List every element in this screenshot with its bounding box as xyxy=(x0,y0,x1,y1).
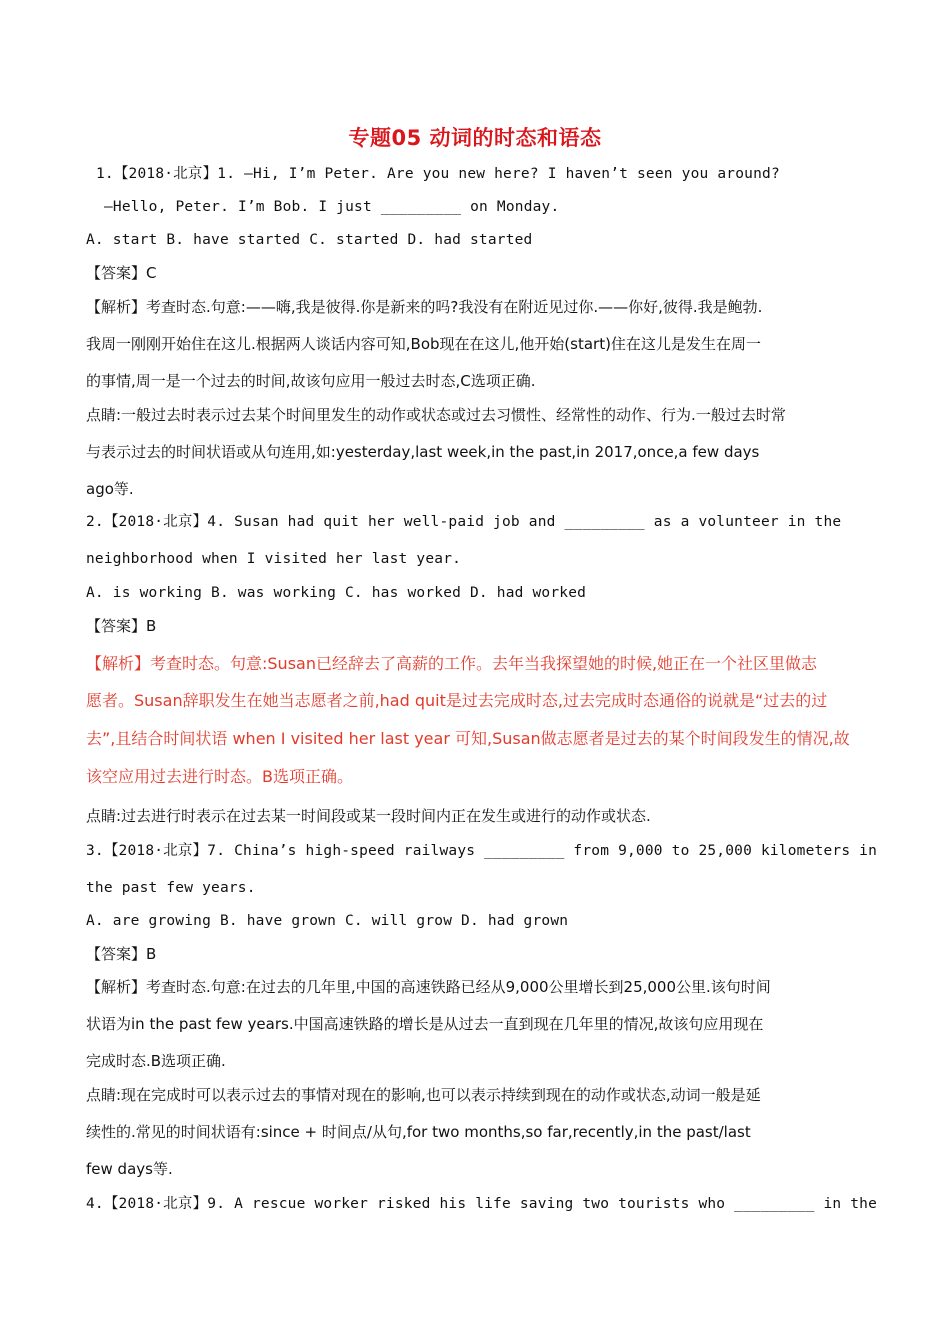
q2-analysis-line-4: 该空应用过去进行时态。B选项正确。 xyxy=(86,767,353,786)
q3-analysis-line-2: 状语为in the past few years.中国高速铁路的增长是从过去一直到现在几年里的情况,故该句应用现在 xyxy=(86,1015,764,1033)
q3-note-line-3: few days等. xyxy=(86,1160,173,1178)
q1-answer: 【答案】C xyxy=(86,264,157,282)
q2-stem-line-1: 2.【2018·北京】4. Susan had quit her well-paid job and _________ as a volunteer in the xyxy=(86,514,842,530)
q3-stem-line-2: the past few years. xyxy=(86,880,256,896)
q2-answer: 【答案】B xyxy=(86,617,157,635)
page-title: 专题05 动词的时态和语态 xyxy=(348,126,602,150)
q1-options: A. start B. have started C. started D. had started xyxy=(86,232,533,248)
q1-note-line-3: ago等. xyxy=(86,480,134,498)
q3-answer: 【答案】B xyxy=(86,945,157,963)
q1-analysis-line-3: 的事情,周一是一个过去的时间,故该句应用一般过去时态,C选项正确. xyxy=(86,372,536,390)
q2-analysis-line-1: 【解析】考查时态。句意:Susan已经辞去了高薪的工作。去年当我探望她的时候,她正在一个社区里做志 xyxy=(86,654,818,673)
q2-note: 点睛:过去进行时表示在过去某一时间段或某一段时间内正在发生或进行的动作或状态. xyxy=(86,807,651,825)
q1-analysis-line-2: 我周一刚刚开始住在这儿.根据两人谈话内容可知,Bob现在在这儿,他开始(start)住在这儿是发生在周一 xyxy=(86,335,761,353)
q1-stem-line-2: —Hello, Peter. I’m Bob. I just _________ on Monday. xyxy=(104,199,560,215)
q2-analysis-line-3: 去”,且结合时间状语 when I visited her last year 可知,Susan做志愿者是过去的某个时间段发生的情况,故 xyxy=(86,729,850,748)
q3-note-line-1: 点睛:现在完成时可以表示过去的事情对现在的影响,也可以表示持续到现在的动作或状态,动词一般是延 xyxy=(86,1086,761,1104)
q1-stem-line-1: 1.【2018·北京】1. —Hi, I’m Peter. Are you new here? I haven’t seen you around? xyxy=(96,166,780,182)
q3-options: A. are growing B. have grown C. will grow D. had grown xyxy=(86,913,569,929)
q3-analysis-line-1: 【解析】考查时态.句意:在过去的几年里,中国的高速铁路已经从9,000公里增长到25,000公里.该句时间 xyxy=(86,978,771,996)
q3-analysis-line-3: 完成时态.B选项正确. xyxy=(86,1052,226,1070)
q2-options: A. is working B. was working C. has worked D. had worked xyxy=(86,585,587,601)
q1-note-line-2: 与表示过去的时间状语或从句连用,如:yesterday,last week,in the past,in 2017,once,a few days xyxy=(86,443,760,461)
q4-stem-line-1: 4.【2018·北京】9. A rescue worker risked his life saving two tourists who _________ in the xyxy=(86,1196,878,1212)
q2-analysis-line-2: 愿者。Susan辞职发生在她当志愿者之前,had quit是过去完成时态,过去完成时态通俗的说就是“过去的过 xyxy=(86,691,828,710)
q1-note-line-1: 点睛:一般过去时表示过去某个时间里发生的动作或状态或过去习惯性、经常性的动作、行为.一般过去时常 xyxy=(86,406,786,424)
q3-stem-line-1: 3.【2018·北京】7. China’s high-speed railways _________ from 9,000 to 25,000 kilometers in xyxy=(86,843,878,859)
q2-stem-line-2: neighborhood when I visited her last year. xyxy=(86,551,462,567)
q3-note-line-2: 续性的.常见的时间状语有:since + 时间点/从句,for two months,so far,recently,in the past/last xyxy=(86,1123,751,1141)
q1-analysis-line-1: 【解析】考查时态.句意:——嗨,我是彼得.你是新来的吗?我没有在附近见过你.——你好,彼得.我是鲍勃. xyxy=(86,298,763,316)
